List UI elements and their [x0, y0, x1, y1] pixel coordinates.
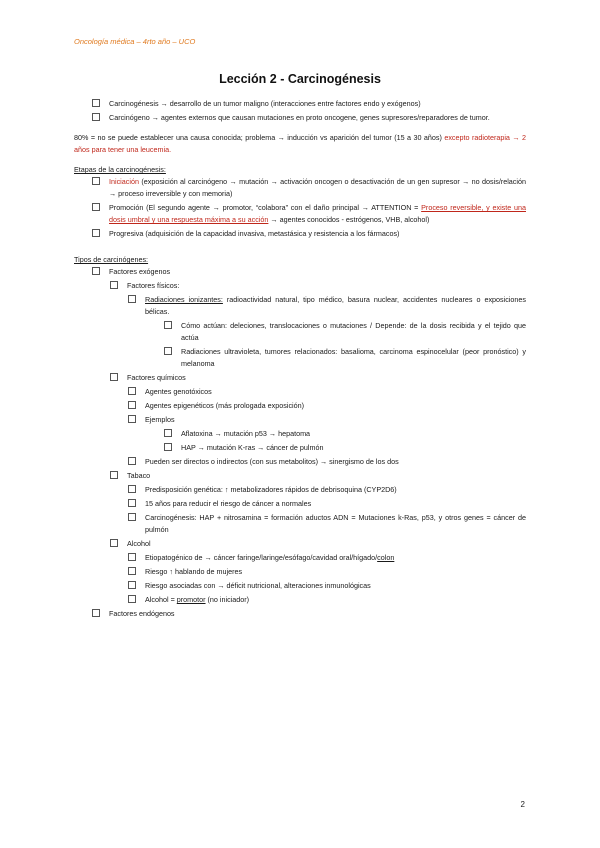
item-text-body: → agentes conocidos - estrógenos, VHB, alcohol): [268, 215, 430, 224]
item-text: Riesgo ↑ hablando de mujeres: [145, 567, 243, 576]
item-text-body: radioactividad natural, tipo médico, basura nuclear, accidentes nucleares o exposiciones bélicas.: [145, 295, 526, 316]
list-item: [128, 512, 526, 536]
checkbox[interactable]: [128, 499, 136, 507]
list-item: [128, 594, 526, 606]
checkbox[interactable]: [164, 429, 172, 437]
checkbox[interactable]: [128, 387, 136, 395]
item-text: Carcinógeno → agentes externos que causan mutaciones en proto oncogene, genes supresores/reparadores de tumor.: [109, 113, 490, 122]
checkbox[interactable]: [92, 229, 100, 237]
underlined-text: colon: [377, 553, 395, 562]
item-text: Carcinogénesis → desarrollo de un tumor maligno (interacciones entre factores endo y exógenos): [109, 99, 421, 108]
list-item: [128, 498, 526, 510]
list-item: [92, 202, 526, 226]
checkbox[interactable]: [128, 457, 136, 465]
item-text: Agentes epigenéticos (más prologada exposición): [145, 401, 305, 410]
item-text: [145, 294, 526, 318]
section-heading-tipos: Tipos de carcinógenes:: [74, 255, 149, 264]
item-text: Carcinogénesis: HAP + nitrosamina = formación aductos ADN = Mutaciones k-Ras, p53, y otros genes = cáncer de pulmón: [145, 513, 526, 534]
list-item: [92, 98, 526, 110]
paragraph-red-text: excepto radioterapia → 2 años para tener una leucemia.: [74, 133, 526, 154]
item-text: Riesgo asociadas con → déficit nutricional, alteraciones inmunológicas: [145, 581, 371, 590]
item-text: [109, 176, 526, 200]
underlined-label: Radiaciones ionizantes:: [145, 295, 223, 304]
item-text-body: (exposición al carcinógeno → mutación → activación oncogen o desactivación de un gen supresor → no dosis/relación → proceso irreversible y con memoria): [109, 177, 526, 198]
item-text-body: Alcohol =: [145, 595, 177, 604]
checkbox[interactable]: [128, 581, 136, 589]
list-item: [92, 266, 526, 278]
list-item: [128, 456, 526, 468]
checkbox[interactable]: [128, 553, 136, 561]
checkbox[interactable]: [110, 281, 118, 289]
checkbox[interactable]: [110, 539, 118, 547]
checkbox[interactable]: [92, 113, 100, 121]
list-item: [128, 552, 526, 564]
list-item: [110, 280, 526, 292]
checkbox[interactable]: [92, 99, 100, 107]
item-text: Cómo actúan: deleciones, translocaciones o mutaciones / Depende: de la dosis recibida y el tejido que actúa: [181, 321, 526, 342]
list-item: [164, 346, 526, 370]
list-item: [128, 580, 526, 592]
underlined-text: promotor: [176, 595, 206, 604]
item-text: Predisposición genética: ↑ metabolizadores rápidos de debrisoquina (CYP2D6): [145, 485, 397, 494]
list-item: [128, 400, 526, 412]
checkbox[interactable]: [92, 203, 100, 211]
item-text: Factores físicos:: [127, 281, 180, 290]
list-item: [110, 470, 526, 482]
item-text-body: (no iniciador): [205, 595, 250, 604]
checkbox[interactable]: [128, 415, 136, 423]
document-header: Oncología médica – 4rto año – UCO: [74, 37, 196, 46]
checkbox[interactable]: [92, 267, 100, 275]
item-text: Aflatoxina → mutación p53 → hepatoma: [181, 429, 311, 438]
list-item: [92, 608, 526, 620]
paragraph-80-percent: [74, 132, 526, 156]
item-text: Factores químicos: [127, 373, 186, 382]
checkbox[interactable]: [128, 401, 136, 409]
section-heading-etapas: Etapas de la carcinogénesis:: [74, 165, 166, 174]
item-text-body: (El segundo agente → promotor, “colabora” con el daño principal → ATTENTION =: [143, 203, 422, 212]
list-item: [128, 484, 526, 496]
item-text: 15 años para reducir el riesgo de cáncer a normales: [145, 499, 312, 508]
item-text: Radiaciones ultravioleta, tumores relacionados: basalioma, carcinoma espinocelular (peor pronóstico) y melanoma: [181, 347, 526, 368]
checkbox[interactable]: [164, 321, 172, 329]
checkbox[interactable]: [164, 347, 172, 355]
list-item: [110, 538, 526, 550]
checkbox[interactable]: [128, 595, 136, 603]
list-item: [128, 566, 526, 578]
item-text: Ejemplos: [145, 415, 175, 424]
item-text: Pueden ser directos o indirectos (con sus metabolitos) → sinergismo de los dos: [145, 457, 399, 466]
list-item: [128, 386, 526, 398]
item-label: Promoción: [109, 203, 144, 212]
checkbox[interactable]: [92, 177, 100, 185]
item-text: [145, 552, 526, 564]
list-item: [164, 428, 526, 440]
checkbox[interactable]: [128, 567, 136, 575]
item-text: Tabaco: [127, 471, 151, 480]
checkbox[interactable]: [128, 295, 136, 303]
list-item: [92, 112, 526, 124]
item-text: Progresiva (adquisición de la capacidad invasiva, metastásica y resistencia a los fármacos): [109, 229, 400, 238]
red-underlined-text: Proceso reversible, y existe una dosis umbral y una respuesta máxima a su acción: [109, 203, 526, 224]
document-body: [74, 98, 526, 620]
checkbox[interactable]: [110, 373, 118, 381]
list-item: [128, 294, 526, 318]
list-item: [164, 320, 526, 344]
item-text: Factores exógenos: [109, 267, 171, 276]
checkbox[interactable]: [92, 609, 100, 617]
checkbox[interactable]: [164, 443, 172, 451]
checkbox[interactable]: [128, 485, 136, 493]
list-item: [92, 176, 526, 200]
item-text: HAP → mutación K-ras → cáncer de pulmón: [181, 443, 324, 452]
item-text: Factores endógenos: [109, 609, 175, 618]
item-text: [109, 202, 526, 226]
page-title: Lección 2 - Carcinogénesis: [219, 72, 381, 86]
checkbox[interactable]: [110, 471, 118, 479]
list-item: [110, 372, 526, 384]
item-text: Alcohol: [127, 539, 151, 548]
item-text: Agentes genotóxicos: [145, 387, 212, 396]
checkbox[interactable]: [128, 513, 136, 521]
paragraph-text: 80% = no se puede establecer una causa conocida; problema → inducción vs aparición del tumor (15 a 30 años): [74, 133, 445, 142]
item-text: [145, 594, 526, 606]
list-item: [92, 228, 526, 240]
red-label: Iniciación: [109, 177, 139, 186]
list-item: [128, 414, 526, 426]
item-text-body: Etiopatogénico de → cáncer faringe/laringe/esófago/cavidad oral/hígado/: [145, 553, 378, 562]
list-item: [164, 442, 526, 454]
page-number: 2: [520, 800, 525, 809]
